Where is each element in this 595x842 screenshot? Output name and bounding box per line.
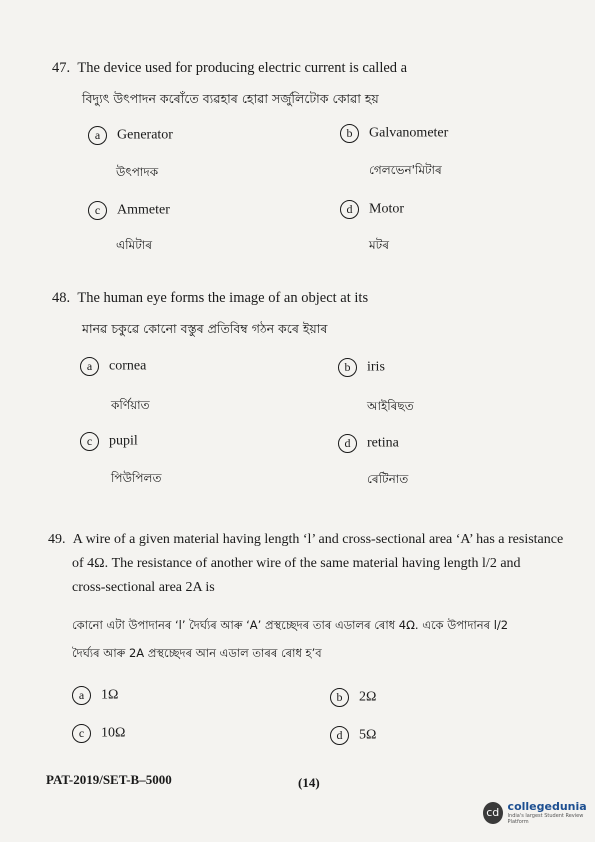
question-48	[52, 286, 582, 340]
option-text: iris	[367, 359, 385, 375]
question-49	[48, 528, 588, 664]
q48-option-c[interactable]	[80, 432, 138, 451]
option-text: 2Ω	[359, 689, 377, 705]
question-number: 47.	[52, 60, 71, 76]
q47-option-c-as: এমিটাৰ	[116, 238, 153, 252]
option-text: Galvanometer	[369, 125, 449, 141]
q49-option-c[interactable]	[72, 724, 125, 743]
question-49-line-2: of 4Ω. The resistance of another wire of the same material having length l/2 and	[72, 556, 521, 571]
option-marker: d	[330, 726, 349, 745]
logo-tagline: India's largest Student Review Platform	[507, 813, 584, 825]
q47-option-c[interactable]	[88, 201, 170, 220]
question-text-as: মানৱ চকুৱে কোনো বস্তুৰ প্ৰতিবিম্ব গঠন কৰে ইয়াৰ	[82, 321, 328, 336]
option-marker: a	[88, 126, 107, 145]
question-47	[52, 56, 582, 110]
logo-badge-icon: cd	[483, 802, 503, 824]
option-text: cornea	[109, 358, 147, 374]
question-number: 49.	[48, 532, 66, 547]
collegedunia-logo	[483, 800, 595, 825]
question-number: 48.	[52, 290, 71, 306]
option-marker: c	[80, 432, 99, 451]
q47-option-d[interactable]	[340, 200, 404, 219]
q49-option-d[interactable]	[330, 726, 376, 745]
q47-option-a[interactable]	[88, 126, 173, 145]
option-text: 5Ω	[359, 727, 377, 743]
option-text: Ammeter	[117, 202, 170, 218]
q47-option-a-as: উৎপাদক	[116, 165, 159, 179]
question-49-as-line-2: দৈৰ্ঘ্যৰ আৰু 2A প্ৰস্থচ্ছেদৰ আন এডাল তাৰৰ ৰোধ হ’ব	[72, 646, 322, 660]
q48-option-a[interactable]	[80, 357, 146, 376]
q48-option-b-as: আইৰিছত	[367, 399, 414, 413]
question-text-en: The human eye forms the image of an object at its	[77, 290, 369, 306]
question-49-line-3: cross-sectional area 2A is	[72, 580, 215, 595]
option-marker: c	[88, 201, 107, 220]
question-48-text	[52, 286, 582, 310]
option-marker: b	[340, 124, 359, 143]
option-marker: b	[338, 358, 357, 377]
paper-code: PAT-2019/SET-B–5000	[46, 772, 172, 787]
question-text-en: The device used for producing electric current is called a	[77, 60, 408, 76]
option-marker: d	[338, 434, 357, 453]
q48-option-d-as: ৰেটিনাত	[367, 472, 409, 486]
q47-option-d-as: মটৰ	[369, 238, 389, 252]
q48-option-d[interactable]	[338, 434, 399, 453]
option-marker: b	[330, 688, 349, 707]
page-number: (14)	[298, 775, 320, 790]
q47-option-b[interactable]	[340, 124, 448, 143]
option-text: Motor	[369, 201, 404, 217]
question-text-as: বিদ্যুৎ উৎপাদন কৰোঁতে ব্যৱহাৰ হোৱা সৰ্জুলিটোক কোৱা হয়	[82, 91, 379, 106]
q49-option-a[interactable]	[72, 686, 118, 705]
option-text: pupil	[109, 433, 138, 449]
option-marker: a	[80, 357, 99, 376]
option-text: Generator	[117, 127, 173, 143]
question-text-en: A wire of a given material having length ‘l’ and cross-sectional area ‘A’ has a resistance	[72, 532, 564, 547]
option-marker: c	[72, 724, 91, 743]
q49-option-b[interactable]	[330, 688, 376, 707]
q47-option-b-as: গেলভেন'মিটাৰ	[369, 163, 442, 177]
q48-option-c-as: পিউপিলত	[111, 471, 162, 485]
logo-text	[508, 800, 595, 825]
option-marker: d	[340, 200, 359, 219]
option-marker: a	[72, 686, 91, 705]
option-text: 1Ω	[101, 687, 119, 703]
q48-option-b[interactable]	[338, 358, 385, 377]
option-text: 10Ω	[101, 725, 126, 741]
logo-name: collegedunia	[507, 800, 587, 813]
option-text: retina	[367, 435, 399, 451]
question-47-text	[52, 56, 582, 80]
question-49-as-line-1: কোনো এটা উপাদানৰ ‘l’ দৈৰ্ঘ্যৰ আৰু ‘A’ প্ৰস্থচ্ছেদৰ তাৰ এডালৰ ৰোধ 4Ω. একে উপাদানৰ l/2	[72, 618, 509, 632]
question-49-line-1	[48, 528, 588, 552]
q48-option-a-as: কৰ্ণিয়াত	[111, 398, 150, 412]
